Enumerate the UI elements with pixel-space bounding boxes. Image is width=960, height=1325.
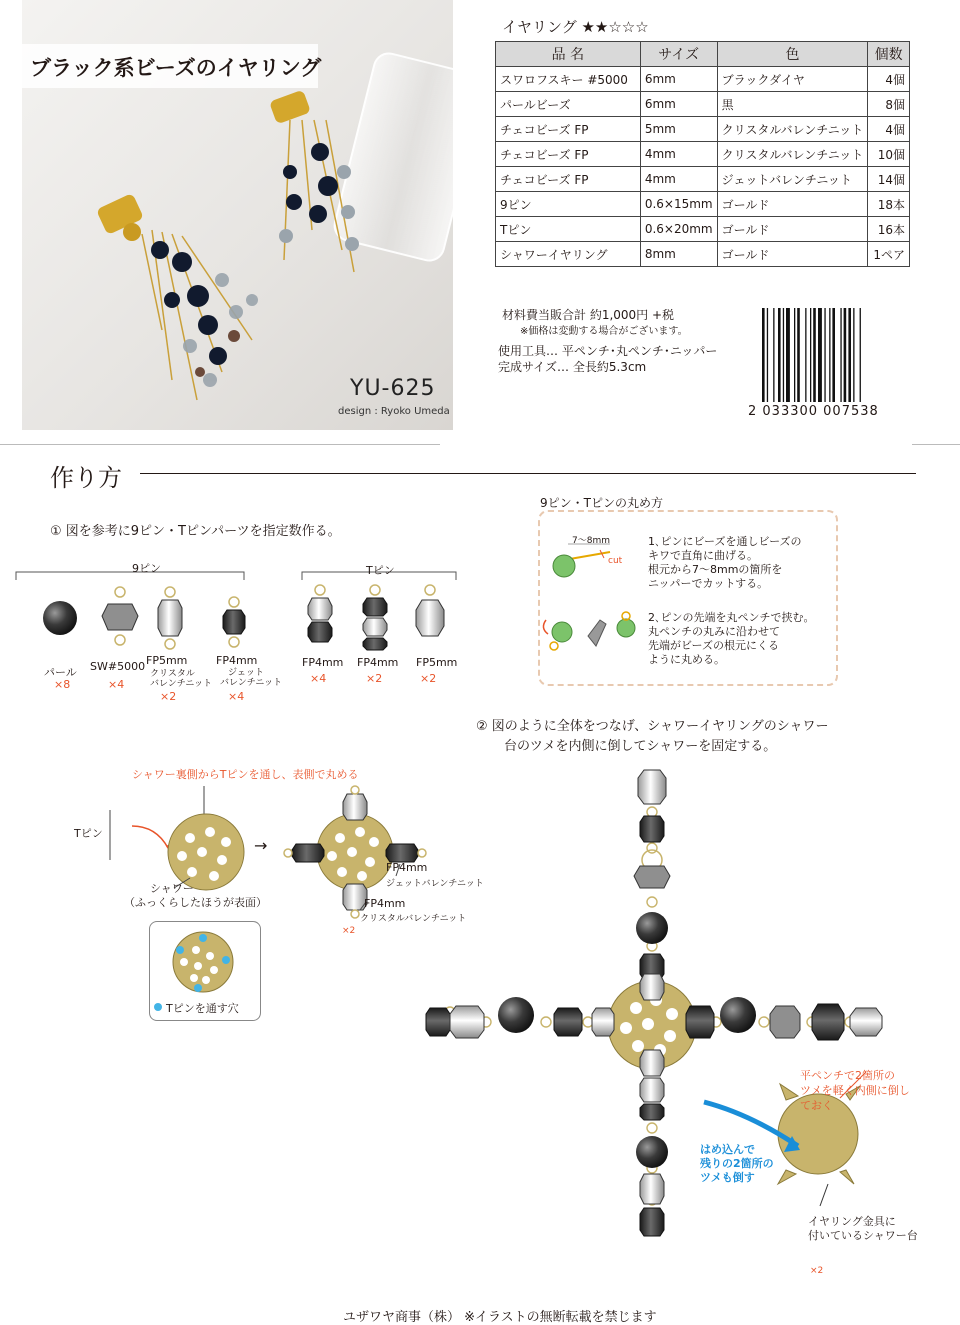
part-qty: ×2 [160, 690, 177, 703]
fp-jet-label: FP4mm [386, 861, 428, 874]
barcode [762, 308, 892, 402]
barcode-bar [810, 308, 811, 402]
design-credit: design : Ryoko Umeda [338, 406, 450, 417]
text-line: ニッパーでカットする。 [648, 577, 769, 590]
table-row [496, 142, 910, 167]
table-cell: 8mm [640, 242, 717, 267]
price-note: ※価格は変動する場合がございます。 [520, 326, 688, 337]
table-cell: シャワーイヤリング [496, 242, 641, 267]
footer-copyright: ユザワヤ商事（株） ※イラストの無断転載を禁じます [343, 1310, 657, 1325]
text-line: 先端がビーズの根元にくる [648, 639, 780, 652]
part-sub: バレンチニット [150, 679, 213, 689]
part-name: SW#5000 [90, 660, 146, 673]
part-name: FP5mm [416, 656, 458, 669]
hole-legend-shower [168, 928, 238, 998]
barcode-bar [805, 308, 806, 402]
barcode-bar [786, 308, 790, 402]
barcode-bar [840, 308, 841, 402]
base-qty: ×2 [810, 1266, 824, 1276]
barcode-bar [797, 308, 800, 402]
table-cell: 4mm [640, 167, 717, 192]
table-cell: スワロフスキー #5000 [496, 67, 641, 92]
rounding-step-1 [648, 535, 802, 591]
hole-legend-label: Tピンを通す穴 [166, 1002, 239, 1015]
table-header-cell: サイズ [640, 42, 717, 67]
text-line: 残りの2箇所の [700, 1157, 774, 1170]
table-cell: ゴールド [717, 192, 868, 217]
table-cell: 16本 [868, 217, 910, 242]
shower-label: シャワー [150, 882, 194, 895]
pin-parts-diagram [10, 552, 470, 712]
barcode-bar [783, 308, 784, 402]
barcode-bar [773, 308, 774, 402]
nine-pin-pearl [43, 601, 77, 635]
claw-note [800, 1068, 910, 1113]
table-cell: チェコビーズ FP [496, 167, 641, 192]
fp-jet-sub: ジェットバレンチニット [386, 879, 484, 889]
t-pin-crystal-jet [308, 585, 332, 642]
t-pin-label: Tピン [366, 564, 395, 577]
table-cell: チェコビーズ FP [496, 142, 641, 167]
table-cell: 1ペア [868, 242, 910, 267]
table-header-cell: 品 名 [496, 42, 641, 67]
base-label [808, 1215, 918, 1243]
t-pin-fp5-crystal [416, 585, 444, 636]
table-cell: チェコビーズ FP [496, 117, 641, 142]
table-cell: 9ピン [496, 192, 641, 217]
part-sub: クリスタル [150, 669, 195, 679]
product-code: YU-625 [350, 376, 436, 401]
table-cell: 6mm [640, 92, 717, 117]
barcode-number: 2 033300 007538 [748, 404, 879, 419]
barcode-bar [794, 308, 795, 402]
barcode-bar [848, 308, 851, 402]
text-line: イヤリング金具に [808, 1215, 896, 1228]
table-cell: Tピン [496, 217, 641, 242]
table-cell: クリスタルバレンチニット [717, 142, 868, 167]
tools-used: 使用工具… 平ペンチ･丸ペンチ･ニッパー [498, 344, 718, 358]
barcode-bar [778, 308, 781, 402]
part-name: FP4mm [357, 656, 399, 669]
table-cell: 4mm [640, 142, 717, 167]
insert-note [700, 1143, 774, 1185]
barcode-bar [844, 308, 847, 402]
part-sub: バレンチニット [220, 678, 283, 688]
cut-label: cut [608, 556, 623, 566]
part-qty: ×4 [310, 672, 327, 685]
material-price: 材料費当販合計 約1,000円 +税 [502, 308, 675, 322]
table-cell: ゴールド [717, 242, 868, 267]
text-line: 根元から7～8mmの箇所を [648, 563, 783, 576]
table-row [496, 92, 910, 117]
barcode-bar [818, 308, 822, 402]
part-name: パール [44, 666, 77, 679]
part-qty: ×4 [228, 690, 245, 703]
nine-pin-fp4-jet [223, 597, 245, 647]
nine-pin-sw5000 [102, 587, 138, 645]
table-cell: 6mm [640, 67, 717, 92]
table-cell: 18本 [868, 192, 910, 217]
table-cell: 4個 [868, 67, 910, 92]
barcode-bar [860, 308, 861, 402]
table-row [496, 167, 910, 192]
part-sub: ジェット [228, 668, 264, 678]
table-row [496, 117, 910, 142]
table-row [496, 217, 910, 242]
fp-crystal-label: FP4mm [364, 897, 406, 910]
part-qty: ×2 [366, 672, 383, 685]
table-cell: 0.6×20mm [640, 217, 717, 242]
text-line: ように丸める。 [648, 653, 725, 666]
barcode-bar [853, 308, 854, 402]
part-qty: ×8 [54, 678, 71, 691]
text-line: 付いているシャワー台 [808, 1229, 918, 1242]
table-cell: 4個 [868, 117, 910, 142]
table-cell: 黒 [717, 92, 868, 117]
t-pin-jet-crystal-jet [363, 585, 387, 650]
product-title: ブラック系ビーズのイヤリング [30, 56, 322, 80]
part-name: FP5mm [146, 654, 188, 667]
text-line: ツメを軽く内側に倒し [800, 1084, 910, 1097]
text-line: 丸ペンチの丸みに沿わせて [648, 625, 780, 638]
barcode-bar [762, 308, 765, 402]
part-name: FP4mm [302, 656, 344, 669]
step-2-text-line-2: 台のツメを内側に倒してシャワーを固定する。 [504, 739, 777, 754]
table-cell: パールビーズ [496, 92, 641, 117]
part-name: FP4mm [216, 654, 258, 667]
finished-size: 完成サイズ… 全長約5.3cm [498, 360, 647, 374]
nine-pin-label: 9ピン [132, 562, 161, 575]
section-title: 作り方 [50, 464, 122, 492]
table-header-cell: 個数 [868, 42, 910, 67]
text-line: ツメも倒す [700, 1171, 755, 1184]
table-cell: 5mm [640, 117, 717, 142]
table-header-cell: 色 [717, 42, 868, 67]
fp-crystal-sub: クリスタルバレンチニット [360, 914, 467, 924]
table-cell: 14個 [868, 167, 910, 192]
table-cell: ゴールド [717, 217, 868, 242]
text-line: 2､ピンの先端を丸ペンチで挟む｡ [648, 611, 809, 624]
part-qty: ×2 [420, 672, 437, 685]
materials-table [495, 41, 910, 267]
table-cell: クリスタルバレンチニット [717, 117, 868, 142]
hole-legend-dot [154, 1003, 162, 1011]
measure-label: 7～8mm [572, 536, 610, 546]
table-header-row [496, 42, 910, 67]
text-line: 平ペンチで2箇所の [800, 1069, 895, 1082]
difficulty-rating: イヤリング ★★☆☆☆ [502, 18, 649, 36]
table-row [496, 192, 910, 217]
table-row [496, 67, 910, 92]
table-cell: ジェットバレンチニット [717, 167, 868, 192]
text-line: キワで直角に曲げる。 [648, 549, 758, 562]
shower-label-note: （ふっくらしたほうが表面） [124, 896, 267, 909]
divider [912, 444, 960, 445]
divider [0, 444, 440, 445]
text-line: 1､ピンにビーズを通しビーズの [648, 535, 802, 548]
table-cell: 8個 [868, 92, 910, 117]
shower-diagram [70, 780, 470, 1040]
section-rule [140, 473, 916, 474]
text-line: ておく [800, 1099, 833, 1112]
table-cell: 10個 [868, 142, 910, 167]
table-cell: ブラックダイヤ [717, 67, 868, 92]
barcode-bar [832, 308, 835, 402]
shower-note: シャワー裏側からTピンを通し、表側で丸める [132, 768, 359, 781]
shower-qty: ×2 [342, 926, 356, 936]
arrow-icon: → [254, 836, 268, 855]
step-2-text-line-1: ② 図のように全体をつなげ、シャワーイヤリングのシャワー [476, 719, 829, 734]
barcode-bar [829, 308, 830, 402]
nine-pin-fp5-crystal [158, 587, 182, 649]
part-qty: ×4 [108, 678, 125, 691]
barcode-bar [767, 308, 768, 402]
rounding-step-2 [648, 611, 809, 667]
text-line: はめ込んで [700, 1143, 755, 1156]
step-1-text: ① 図を参考に9ピン・Tピンパーツを指定数作る。 [50, 524, 341, 539]
table-row [496, 242, 910, 267]
barcode-bar [824, 308, 825, 402]
rounding-method-title: 9ピン・Tピンの丸め方 [540, 496, 663, 510]
table-cell: 0.6×15mm [640, 192, 717, 217]
tpin-label: Tピン [74, 827, 103, 840]
barcode-bar [813, 308, 816, 402]
